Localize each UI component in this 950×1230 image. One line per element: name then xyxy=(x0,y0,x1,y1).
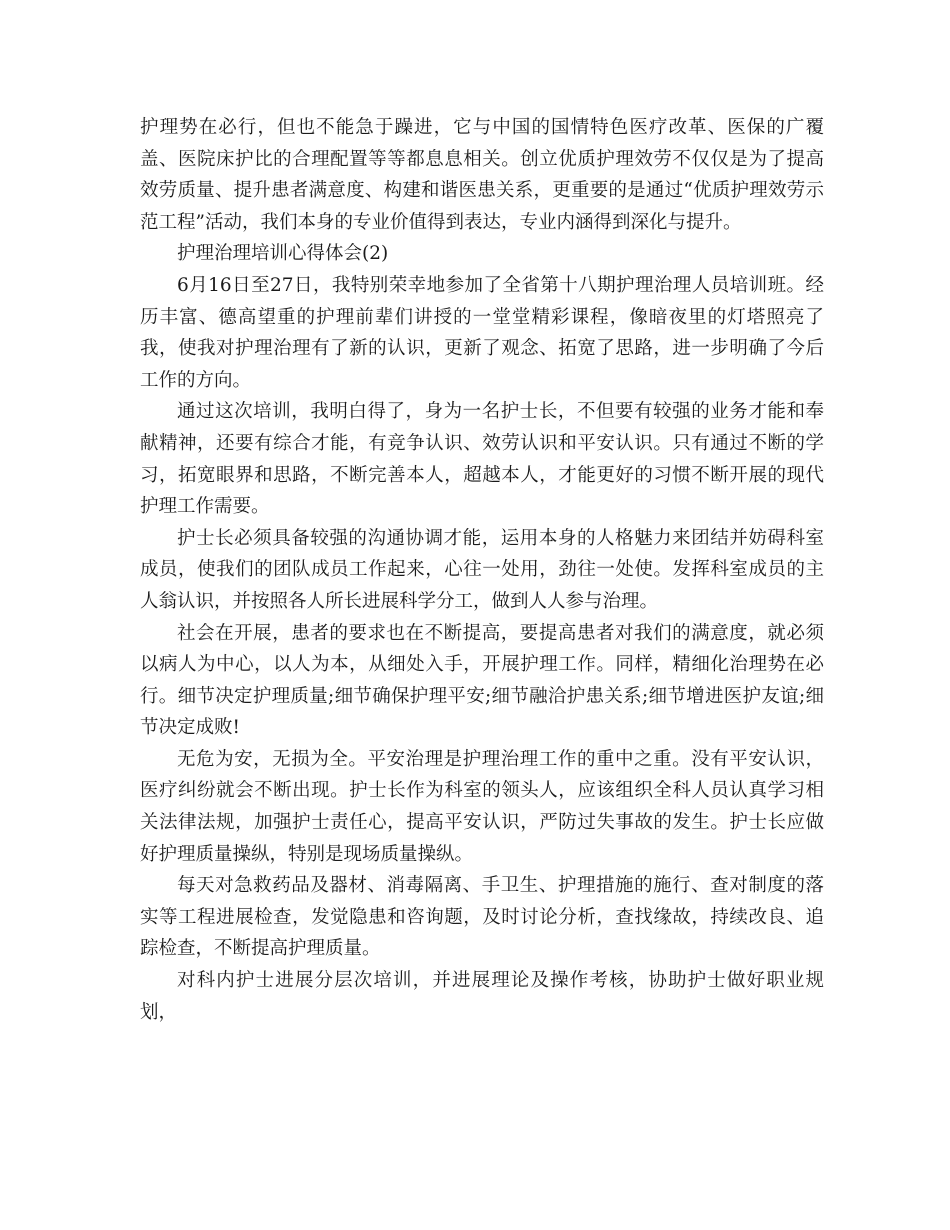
paragraph: 6月16日至27日，我特别荣幸地参加了全省第十八期护理治理人员培训班。经历丰富、德高望重的护理前辈们讲授的一堂堂精彩课程，像暗夜里的灯塔照亮了我，使我对护理治理有了新的认识，更新了观念、拓宽了思路，进一步明确了今后工作的方向。 xyxy=(140,274,824,391)
paragraph: 护士长必须具备较强的沟通协调才能，运用本身的人格魅力来团结并妨碍科室成员，使我们的团队成员工作起来，心往一处用，劲往一处使。发挥科室成员的主人翁认识，并按照各人所长进展科学分工，做到人人参与治理。 xyxy=(140,527,824,612)
paragraph: 对科内护士进展分层次培训，并进展理论及操作考核，协助护士做好职业规划， xyxy=(140,970,824,1023)
paragraph: 通过这次培训，我明白得了，身为一名护士长，不但要有较强的业务才能和奉献精神，还要有综合才能，有竞争认识、效劳认识和平安认识。只有通过不断的学习，拓宽眼界和思路，不断完善本人，超越本人，才能更好的习惯不断开展的现代护理工作需要。 xyxy=(140,401,824,518)
paragraph: 每天对急救药品及器材、消毒隔离、手卫生、护理措施的施行、查对制度的落实等工程进展检查，发觉隐患和咨询题，及时讨论分析，查找缘故，持续改良、追踪检查，不断提高护理质量。 xyxy=(140,875,824,960)
document-body xyxy=(140,112,824,1028)
paragraph: 无危为安，无损为全。平安治理是护理治理工作的重中之重。没有平安认识，医疗纠纷就会不断出现。护士长作为科室的领头人，应该组织全科人员认真学习相关法律法规，加强护士责任心，提高平安认识，严防过失事故的发生。护士长应做好护理质量操纵，特别是现场质量操纵。 xyxy=(140,748,824,865)
paragraph-continuation: 护理势在必行，但也不能急于躁进，它与中国的国情特色医疗改革、医保的广覆盖、医院床护比的合理配置等等都息息相关。创立优质护理效劳不仅仅是为了提高效劳质量、提升患者满意度、构建和谐医患关系，更重要的是通过“优质护理效劳示范工程”活动，我们本身的专业价值得到表达，专业内涵得到深化与提升。 xyxy=(140,117,824,233)
section-heading: 护理治理培训心得体会(2) xyxy=(177,243,389,265)
paragraph: 社会在开展，患者的要求也在不断提高，要提高患者对我们的满意度，就必须以病人为中心，以人为本，从细处入手，开展护理工作。同样，精细化治理势在必行。细节决定护理质量;细节确保护理平安;细节融洽护患关系;细节增进医护友谊;细节决定成败! xyxy=(140,622,824,739)
